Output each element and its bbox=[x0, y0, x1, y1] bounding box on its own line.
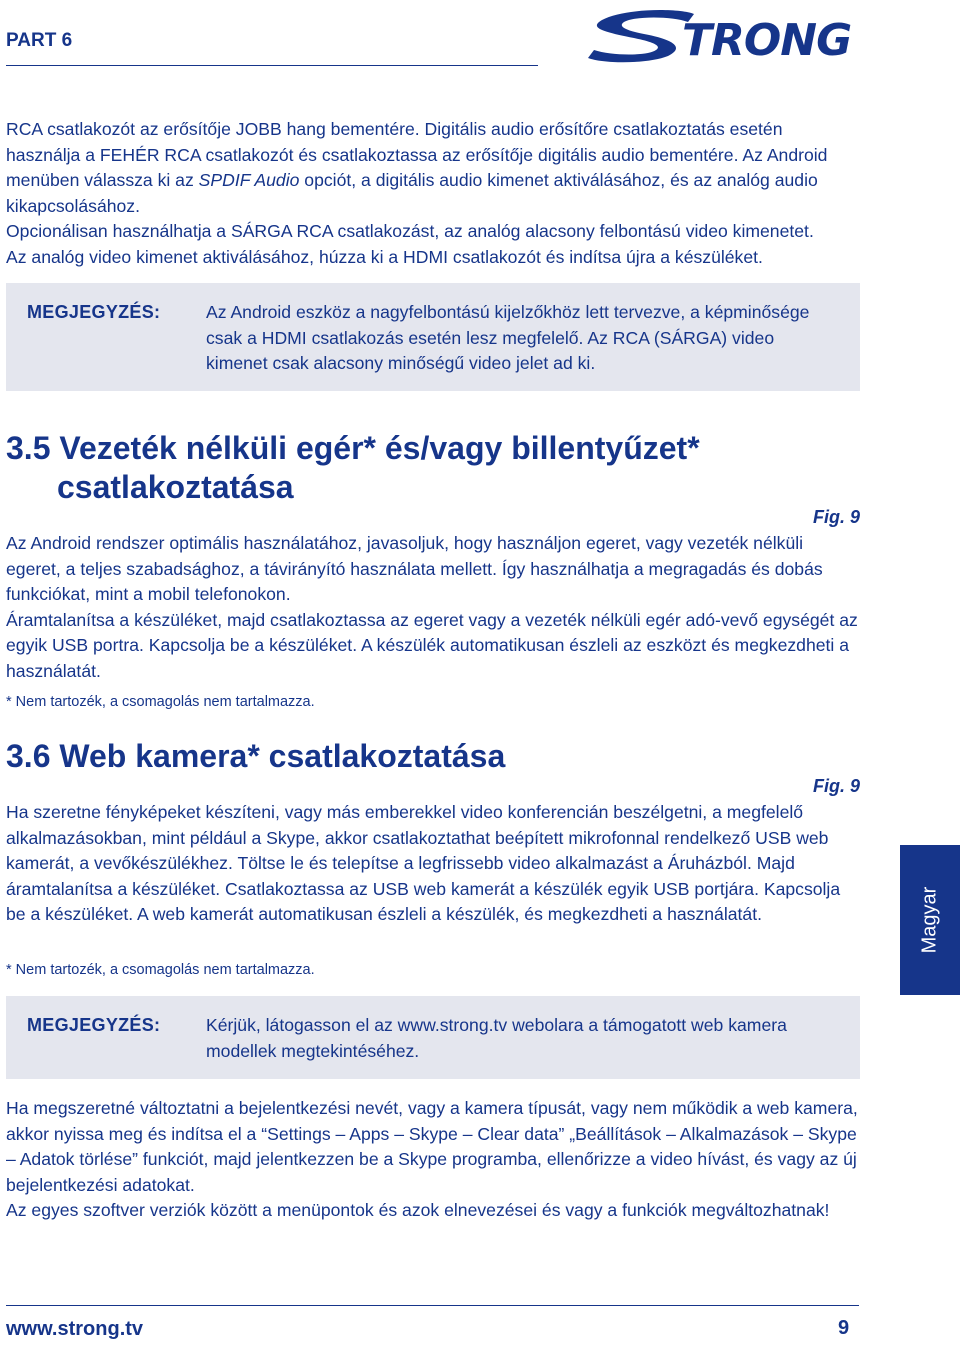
intro-paragraph bbox=[6, 117, 861, 270]
section-title-line1: Vezeték nélküli egér* és/vagy billentyűzet* bbox=[59, 430, 700, 466]
page-number: 9 bbox=[838, 1317, 850, 1339]
header-divider bbox=[6, 65, 538, 66]
fig-reference: Fig. 9 bbox=[812, 776, 860, 796]
footer-url-link[interactable]: www.strong.tv bbox=[6, 1318, 144, 1340]
note-text: Az Android eszköz a nagyfelbontású kijelzőkhöz lett tervezve, a képminősége csak a HDMI csatlakozás esetén lesz megfelelő. Az RCA (SÁRGA) video kimenet csak alacsony minőségű video jelet ad ki. bbox=[206, 302, 810, 373]
intro-hdmi-text: Az analóg video kimenet aktiválásához, húzza ki a HDMI csatlakozót és indítsa újra a készüléket. bbox=[6, 246, 763, 267]
footnote: * Nem tartozék, a csomagolás nem tartalmazza. bbox=[6, 694, 315, 710]
mouse-paragraph-2: Áramtalanítsa a készüléket, majd csatlakoztassa az egeret vagy a vezeték nélküli egér adó-vevő egységét az egyik USB portra. Kapcsolja be a készüléket. A készülék automatikusan észleli az eszközt és megkezdheti a használatát. bbox=[6, 609, 858, 681]
closing-paragraph-1: Ha megszeretné változtatni a bejelentkezési nevét, vagy a kamera típusát, vagy nem működik a web kamera, akkor nyissa meg és indítsa el a “Settings – Apps – Skype – Clear data” „Beállítások – Alkalmazások – Skype – Adatok törlése” funkciót, majd jelentkezzen be a Skype programba, ellenőrizze a video hívást, és vagy az új bejelentkezési adatokat. bbox=[6, 1098, 858, 1195]
note-label: MEGJEGYZÉS: bbox=[27, 1015, 161, 1035]
closing-section bbox=[6, 1096, 861, 1224]
mouse-paragraph-1: Az Android rendszer optimális használatához, javasoljuk, hogy használjon egeret, vagy vezeték nélküli egeret, a teljes szabadsághoz, a távirányító használata mellett. Így használhatja a megragadás és dobás funkciókat, mint a mobil telefonokon. bbox=[6, 533, 823, 604]
svg-text:TRONG: TRONG bbox=[682, 15, 852, 64]
strong-logo bbox=[584, 6, 860, 64]
language-tab-label: Magyar bbox=[918, 886, 941, 954]
intro-yellow-text: Opcionálisan használhatja a SÁRGA RCA csatlakozást, az analóg alacsony felbontású video kimenetet. bbox=[6, 221, 814, 241]
section-number: 3.6 bbox=[6, 738, 51, 774]
webcam-paragraph: Ha szeretne fényképeket készíteni, vagy más emberekkel video konferencián beszélgetni, a megfelelő alkalmazásokban, mint például a Skype, akkor csatlakoztathat beépített mikrofonnal rendelkező USB web kamerát, a vevőkészülékhez. Töltse le és telepítse a legfrissebb video alkalmazást a Áruházból. Majd áramtalanítsa a készüléket. Csatlakoztassa az USB web kamerát a készülék egyik USB portjára. Kapcsolja be a készüléket. A web kamerát automatikusan észleli a készülék, és megkezdheti a használatát. bbox=[6, 802, 841, 924]
section-3-6-body bbox=[6, 800, 861, 928]
note-box-display bbox=[6, 283, 860, 391]
section-title-line2: csatlakoztatása bbox=[57, 469, 294, 505]
section-3-5-heading bbox=[6, 429, 806, 507]
section-number: 3.5 bbox=[6, 430, 51, 466]
fig-reference: Fig. 9 bbox=[812, 507, 860, 527]
footer-divider bbox=[6, 1305, 859, 1306]
intro-text-a: RCA csatlakozót az erősítője JOBB hang bementére. Digitális audio erősítőre csatlakoztatás esetén használja a FEHÉR RCA csatlakozót és csatlakoztassa az erősítője digitális audio bementére. Az Android menüben válassza ki az bbox=[6, 119, 828, 190]
closing-paragraph-2: Az egyes szoftver verziók között a menüpontok és azok elnevezései és vagy a funkciók megváltozhatnak! bbox=[6, 1200, 830, 1220]
footnote: * Nem tartozék, a csomagolás nem tartalmazza. bbox=[6, 962, 315, 978]
section-title: Web kamera* csatlakoztatása bbox=[59, 738, 506, 774]
intro-text-b: opciót, a digitális audio kimenet aktiválásához, és az analóg audio kikapcsolásához. bbox=[6, 170, 818, 216]
section-3-6-heading bbox=[6, 737, 806, 776]
part-label: PART 6 bbox=[6, 30, 73, 51]
spdif-audio-term: SPDIF Audio bbox=[198, 170, 300, 190]
language-tab bbox=[900, 845, 960, 995]
note-box-webcam bbox=[6, 996, 860, 1079]
section-3-5-body bbox=[6, 531, 861, 684]
intro-audio-text bbox=[6, 117, 861, 219]
note-label: MEGJEGYZÉS: bbox=[27, 302, 161, 322]
note-text: Kérjük, látogasson el az www.strong.tv webolara a támogatott web kamera modellek megtekintéséhez. bbox=[206, 1015, 787, 1061]
